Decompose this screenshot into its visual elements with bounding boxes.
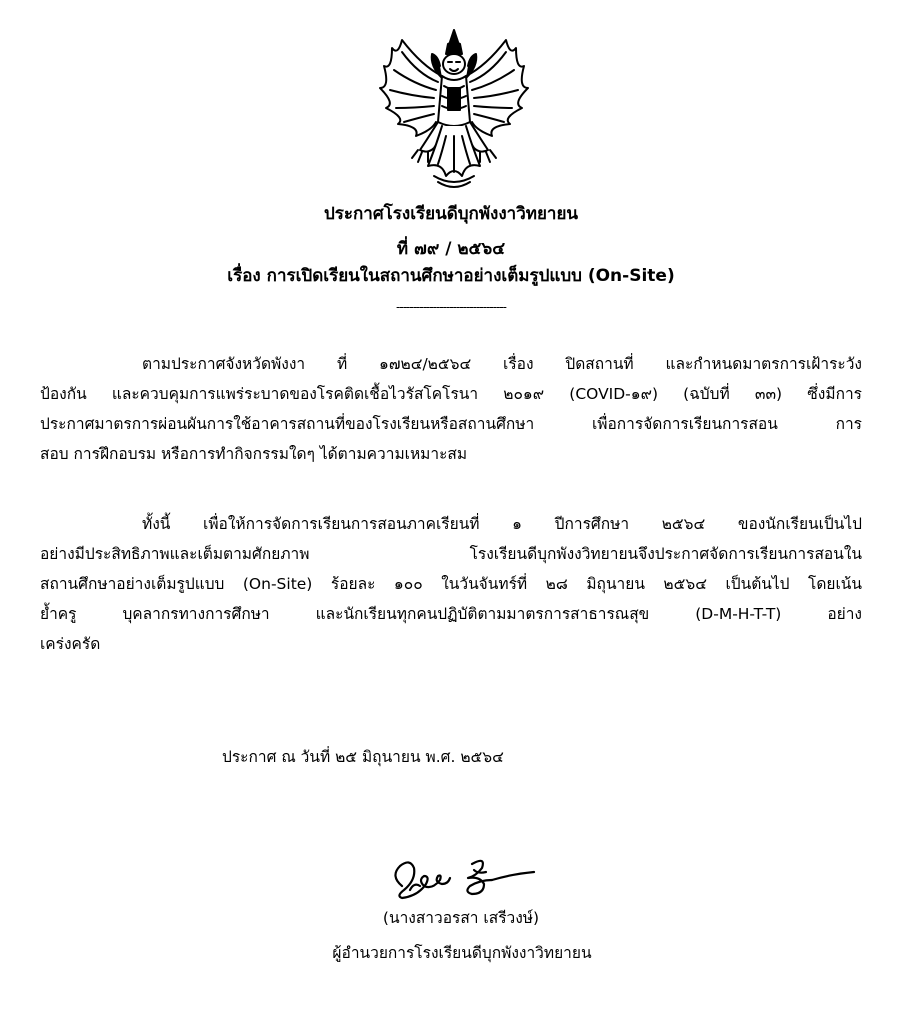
header-divider: ---------------------------------: [396, 300, 506, 314]
signer-position: ผู้อำนวยการโรงเรียนดีบุกพังงาวิทยายน: [332, 944, 592, 962]
paragraph-line: อย่างมีประสิทธิภาพและเต็มตามศักยภาพ โรงเรียนดีบุกพังงวิทยายนจึงประกาศจัดการเรียนการสอนใน: [40, 545, 862, 563]
signer-name: (นางสาวอรสา เสรีวงษ์): [382, 909, 540, 927]
paragraph-line: ทั้งนี้ เพื่อให้การจัดการเรียนการสอนภาคเรียนที่ ๑ ปีการศึกษา ๒๕๖๔ ของนักเรียนเป็นไป: [142, 515, 862, 533]
announcement-number: ที่ ๗๙ / ๒๕๖๔: [396, 239, 506, 259]
paragraph-line: ประกาศมาตรการผ่อนผันการใช้อาคารสถานที่ของโรงเรียนหรือสถานศึกษา เพื่อการจัดการเรียนการสอน การ: [40, 415, 862, 433]
paragraph-line: ตามประกาศจังหวัดพังงา ที่ ๑๗๒๔/๒๕๖๔ เรื่อง ปิดสถานที่ และกำหนดมาตรการเฝ้าระวัง: [142, 355, 862, 373]
announcement-title: ประกาศโรงเรียนดีบุกพังงาวิทยายน: [323, 204, 579, 224]
paragraph-line: ป้องกัน และควบคุมการแพร่ระบาดของโรคติดเชื้อไวรัสโคโรนา ๒๐๑๙ (COVID-๑๙) (ฉบับที่ ๓๓) ซึ่งมีการ: [40, 385, 862, 403]
body-paragraph-2: [40, 509, 862, 659]
paragraph-line: สถานศึกษาอย่างเต็มรูปแบบ (On-Site) ร้อยละ ๑๐๐ ในวันจันทร์ที่ ๒๘ มิถุนายน ๒๕๖๔ เป็นต้นไป โดยเน้น: [40, 575, 862, 593]
announcement-subject: เรื่อง การเปิดเรียนในสถานศึกษาอย่างเต็มรูปแบบ (On-Site): [227, 266, 675, 286]
garuda-emblem-icon: [372, 26, 536, 192]
body-paragraph-1: [40, 349, 862, 469]
paragraph-line: เคร่งครัด: [40, 635, 101, 653]
signature-icon: [388, 846, 538, 904]
paragraph-line: สอบ การฝึกอบรม หรือการทำกิจกรรมใดๆ ได้ตามความเหมาะสม: [40, 445, 468, 463]
announcement-date: ประกาศ ณ วันที่ ๒๕ มิถุนายน พ.ศ. ๒๕๖๔: [222, 748, 504, 766]
paragraph-line: ย้ำครู บุคลากรทางการศึกษา และนักเรียนทุกคนปฏิบัติตามมาตรการสาธารณสุข (D-M-H-T-T) อย่าง: [40, 605, 862, 623]
